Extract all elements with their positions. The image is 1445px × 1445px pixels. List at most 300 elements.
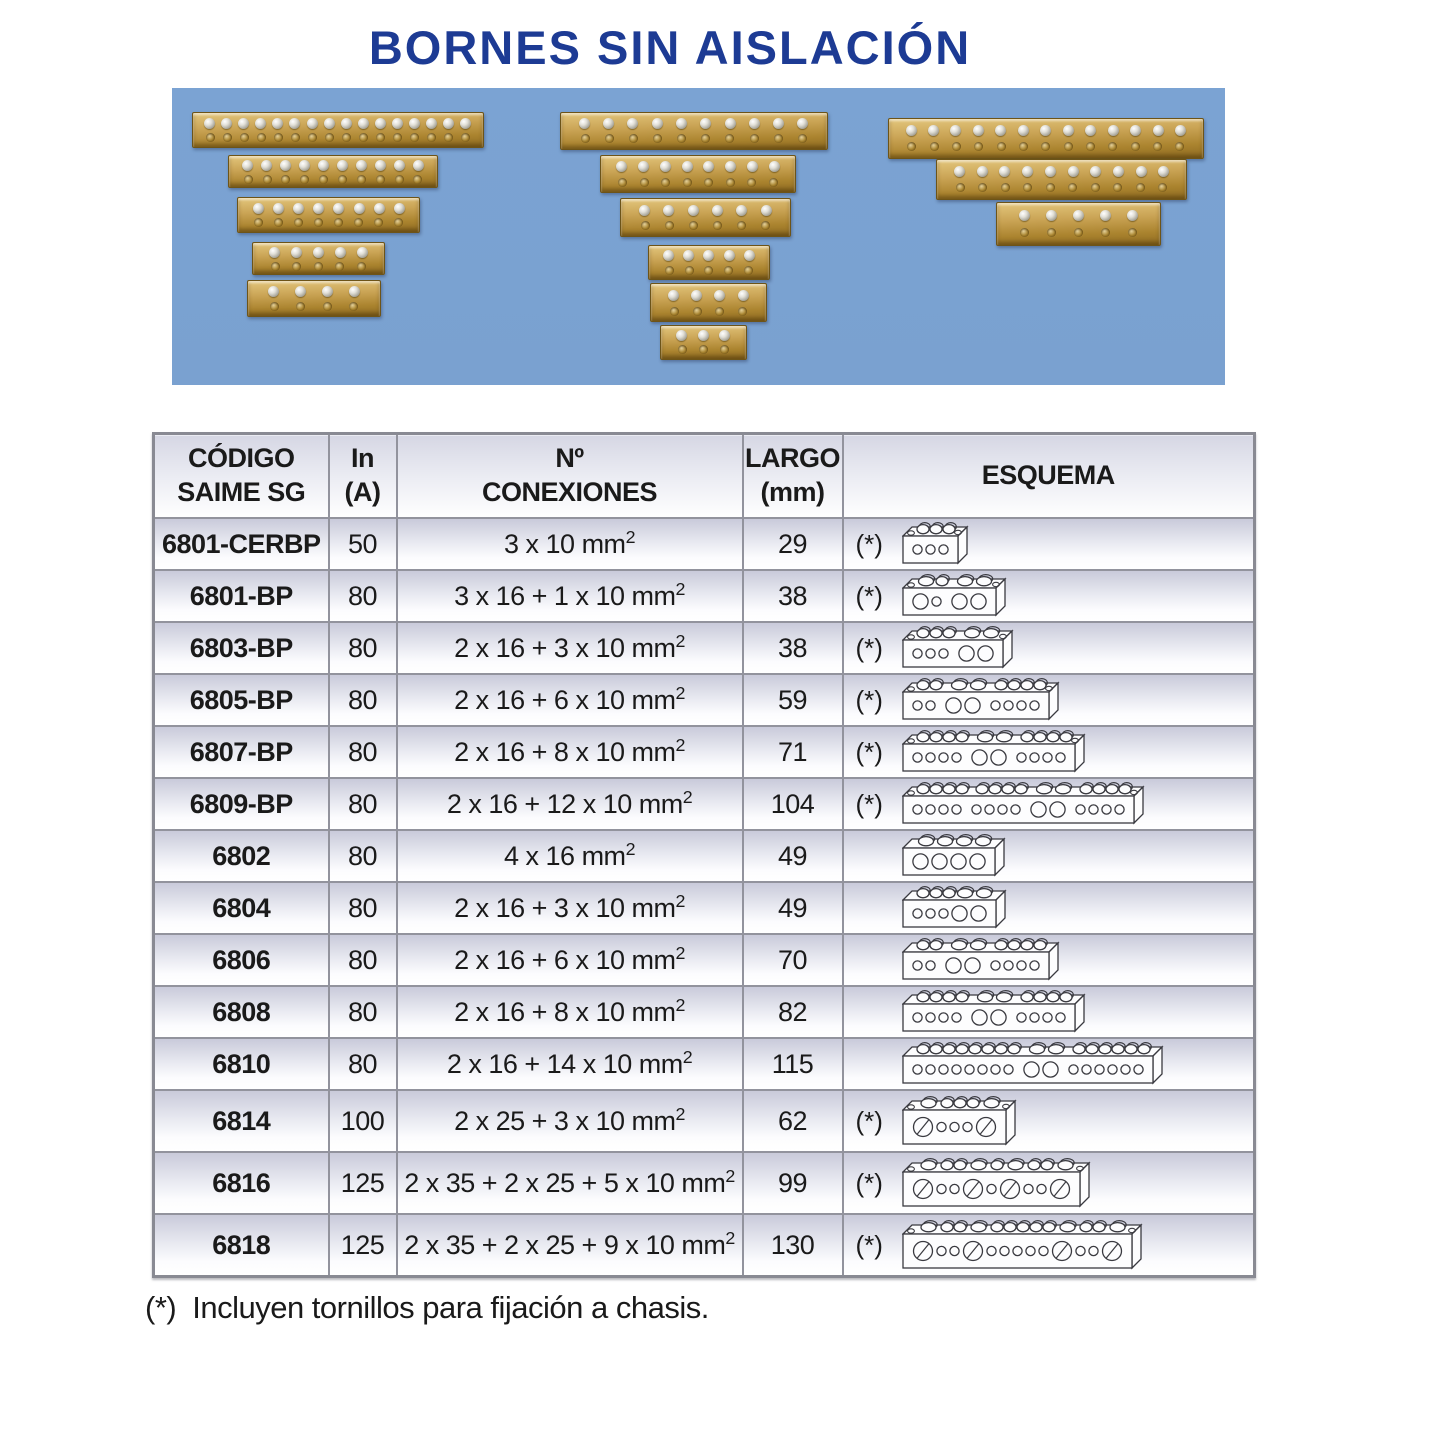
wire-hole-icon <box>997 142 1006 151</box>
esquema-drawing <box>902 1220 1145 1271</box>
screw-head-icon <box>295 286 306 297</box>
cell-codigo: 6801-BP <box>154 570 329 622</box>
cell-esquema <box>843 1214 1255 1277</box>
cell-codigo: 6809-BP <box>154 778 329 830</box>
wire-hole-icon <box>1074 228 1083 237</box>
parts-table <box>152 432 1256 1278</box>
screw-head-icon <box>375 160 386 171</box>
screw-head-icon <box>313 203 324 214</box>
wire-hole-icon <box>699 345 708 354</box>
screw-head-icon <box>749 118 760 129</box>
wire-hole-icon <box>274 133 283 142</box>
cell-conexiones: 2 x 25 + 3 x 10 $mm^2$ <box>397 1090 743 1152</box>
wire-hole-icon <box>308 133 317 142</box>
superscript-2: 2 <box>675 682 685 703</box>
screw-head-icon <box>683 250 694 261</box>
cell-codigo: 6808 <box>154 986 329 1038</box>
terminal-bar-photo-4 <box>247 280 382 318</box>
esquema-content <box>844 1096 1254 1147</box>
cell-esquema <box>843 830 1255 882</box>
screw-head-icon <box>1018 125 1029 136</box>
screw-row <box>649 266 769 275</box>
wire-hole-icon <box>354 218 363 227</box>
screw-head-icon <box>906 125 917 136</box>
esquema-drawing <box>902 574 1009 618</box>
wire-hole-icon <box>359 133 368 142</box>
wire-hole-icon <box>713 221 722 230</box>
page-title: BORNES SIN AISLACIÓN <box>368 21 972 74</box>
screw-head-icon <box>703 161 714 172</box>
wire-hole-icon <box>798 134 807 143</box>
screw-head-icon <box>725 118 736 129</box>
screw-head-icon <box>307 118 318 129</box>
screw-head-icon <box>299 160 310 171</box>
wire-hole-icon <box>693 307 702 316</box>
screw-row <box>621 205 791 216</box>
terminal-bar-photo-0 <box>192 112 484 148</box>
screw-row <box>253 262 384 271</box>
wire-hole-icon <box>761 221 770 230</box>
terminal-bar-photo-8 <box>648 245 770 280</box>
screw-head-icon <box>374 203 385 214</box>
cell-in-a: 80 <box>329 882 397 934</box>
screw-head-icon <box>375 118 386 129</box>
cell-codigo: 6816 <box>154 1152 329 1214</box>
cell-in-a: 100 <box>329 1090 397 1152</box>
cell-codigo: 6804 <box>154 882 329 934</box>
cell-conexiones: 2 x 16 + 14 x 10 $mm^2$ <box>397 1038 743 1090</box>
superscript-2: 2 <box>682 1046 693 1067</box>
screw-row <box>601 178 796 187</box>
esquema-drawing <box>902 678 1062 722</box>
screw-head-icon <box>691 290 702 301</box>
wire-hole-icon <box>1131 142 1140 151</box>
esquema-content <box>844 834 1254 878</box>
screw-head-icon <box>668 290 679 301</box>
esquema-content <box>844 626 1254 670</box>
wire-hole-icon <box>357 175 366 184</box>
cell-codigo: 6818 <box>154 1214 329 1277</box>
wire-hole-icon <box>774 134 783 143</box>
wire-hole-icon <box>974 142 983 151</box>
terminal-bar-photo-1 <box>228 155 438 188</box>
table-row-6803-BP <box>154 622 1255 674</box>
star-marker: (*) <box>855 788 883 819</box>
screw-head-icon <box>1158 166 1169 177</box>
cell-esquema <box>843 986 1255 1038</box>
table-row-6814 <box>154 1090 1255 1152</box>
screw-head-icon <box>747 161 758 172</box>
wire-hole-icon <box>640 178 649 187</box>
esquema-content <box>844 574 1254 618</box>
wire-hole-icon <box>274 218 283 227</box>
wire-hole-icon <box>665 266 674 275</box>
screw-head-icon <box>660 161 671 172</box>
screw-head-icon <box>1175 125 1186 136</box>
superscript-2: 2 <box>675 734 685 755</box>
wire-hole-icon <box>314 218 323 227</box>
screw-head-icon <box>1090 166 1101 177</box>
cell-largo: 49 <box>743 830 843 882</box>
screw-row <box>229 160 437 171</box>
header-line2: (mm) <box>760 477 825 507</box>
wire-hole-icon <box>747 178 756 187</box>
screw-row <box>561 134 827 143</box>
esquema-content <box>844 678 1254 722</box>
screw-head-icon <box>736 205 747 216</box>
screw-head-icon <box>269 247 280 258</box>
wire-hole-icon <box>737 221 746 230</box>
screw-head-icon <box>443 118 454 129</box>
esquema-drawing <box>902 990 1088 1034</box>
wire-hole-icon <box>1046 183 1055 192</box>
screw-head-icon <box>724 250 735 261</box>
wire-hole-icon <box>725 134 734 143</box>
star-marker: (*) <box>855 684 883 715</box>
wire-hole-icon <box>661 178 670 187</box>
screw-head-icon <box>324 118 335 129</box>
screw-row <box>651 307 766 316</box>
wire-hole-icon <box>1086 142 1095 151</box>
screw-head-icon <box>928 125 939 136</box>
header-line1: CÓDIGO <box>187 443 295 474</box>
terminal-bar-photo-9 <box>650 283 767 322</box>
wire-hole-icon <box>956 183 965 192</box>
screw-head-icon <box>712 205 723 216</box>
wire-hole-icon <box>281 175 290 184</box>
star-marker: (*) <box>855 1167 883 1198</box>
wire-hole-icon <box>376 133 385 142</box>
wire-hole-icon <box>393 133 402 142</box>
header-cell-codigo <box>154 434 329 519</box>
screw-head-icon <box>394 160 405 171</box>
esquema-drawing <box>902 834 1008 878</box>
cell-codigo: 6801-CERBP <box>154 518 329 570</box>
screw-row <box>253 247 384 258</box>
star-marker: (*) <box>855 1105 883 1136</box>
screw-head-icon <box>1127 210 1138 221</box>
screw-head-icon <box>409 118 420 129</box>
cell-codigo: 6806 <box>154 934 329 986</box>
cell-esquema <box>843 882 1255 934</box>
screw-head-icon <box>1100 210 1111 221</box>
wire-hole-icon <box>618 178 627 187</box>
screw-head-icon <box>1136 166 1147 177</box>
screw-head-icon <box>676 118 687 129</box>
cell-codigo: 6807-BP <box>154 726 329 778</box>
screw-head-icon <box>204 118 215 129</box>
wire-hole-icon <box>223 133 232 142</box>
esquema-drawing <box>902 938 1062 982</box>
wire-hole-icon <box>461 133 470 142</box>
screw-head-icon <box>1022 166 1033 177</box>
screw-head-icon <box>719 330 730 341</box>
screw-row <box>937 166 1186 177</box>
wire-hole-icon <box>720 345 729 354</box>
wire-hole-icon <box>677 134 686 143</box>
header-cell-esquema <box>843 434 1255 519</box>
wire-hole-icon <box>314 262 323 271</box>
cell-conexiones: 2 x 16 + 8 x 10 $mm^2$ <box>397 726 743 778</box>
esquema-content <box>844 1042 1254 1086</box>
screw-head-icon <box>318 160 329 171</box>
screw-head-icon <box>335 247 346 258</box>
cell-largo: 62 <box>743 1090 843 1152</box>
screw-head-icon <box>652 118 663 129</box>
screw-row <box>937 183 1186 192</box>
header-line1: LARGO <box>745 443 840 474</box>
screw-head-icon <box>291 247 302 258</box>
screw-head-icon <box>1019 210 1030 221</box>
header-line2: CONEXIONES <box>481 477 658 507</box>
screw-head-icon <box>663 205 674 216</box>
screw-row <box>193 133 483 142</box>
wire-hole-icon <box>427 133 436 142</box>
screw-head-icon <box>973 125 984 136</box>
screw-head-icon <box>797 118 808 129</box>
cell-in-a: 125 <box>329 1214 397 1277</box>
screw-head-icon <box>700 118 711 129</box>
wire-hole-icon <box>1136 183 1145 192</box>
cell-conexiones: 2 x 16 + 6 x 10 $mm^2$ <box>397 674 743 726</box>
screw-head-icon <box>354 203 365 214</box>
esquema-content <box>844 782 1254 826</box>
wire-hole-icon <box>978 183 987 192</box>
wire-hole-icon <box>1091 183 1100 192</box>
screw-head-icon <box>995 125 1006 136</box>
screw-head-icon <box>616 161 627 172</box>
footnote-asterisk-marker: (*) <box>145 1290 177 1325</box>
wire-hole-icon <box>670 307 679 316</box>
screw-head-icon <box>725 161 736 172</box>
screw-head-icon <box>703 250 714 261</box>
screw-head-icon <box>242 160 253 171</box>
screw-row <box>601 161 796 172</box>
screw-head-icon <box>1085 125 1096 136</box>
wire-hole-icon <box>629 134 638 143</box>
screw-head-icon <box>769 161 780 172</box>
screw-head-icon <box>1130 125 1141 136</box>
screw-head-icon <box>638 161 649 172</box>
wire-hole-icon <box>1153 142 1162 151</box>
esquema-drawing <box>902 886 1009 930</box>
cell-esquema <box>843 726 1255 778</box>
screw-head-icon <box>627 118 638 129</box>
cell-conexiones: 2 x 16 + 8 x 10 $mm^2$ <box>397 986 743 1038</box>
parts-table-wrapper <box>152 432 1253 1278</box>
cell-conexiones: 2 x 16 + 12 x 10 $mm^2$ <box>397 778 743 830</box>
esquema-content <box>844 1158 1254 1209</box>
superscript-2: 2 <box>675 994 685 1015</box>
screw-head-icon <box>1046 210 1057 221</box>
screw-row <box>997 228 1159 237</box>
wire-hole-icon <box>257 133 266 142</box>
table-row-6816 <box>154 1152 1255 1214</box>
esquema-drawing <box>902 782 1147 826</box>
screw-head-icon <box>579 118 590 129</box>
screw-head-icon <box>1108 125 1119 136</box>
wire-hole-icon <box>325 133 334 142</box>
screw-head-icon <box>221 118 232 129</box>
wire-hole-icon <box>683 178 692 187</box>
wire-hole-icon <box>444 133 453 142</box>
star-marker: (*) <box>855 736 883 767</box>
wire-hole-icon <box>907 142 916 151</box>
screw-head-icon <box>357 247 368 258</box>
terminal-bar-photo-2 <box>237 197 420 233</box>
superscript-2: 2 <box>682 786 693 807</box>
screw-head-icon <box>273 203 284 214</box>
screw-row <box>621 221 791 230</box>
cell-codigo: 6803-BP <box>154 622 329 674</box>
product-photo <box>172 88 1225 385</box>
screw-row <box>248 286 381 297</box>
wire-hole-icon <box>738 307 747 316</box>
terminal-bar-photo-7 <box>620 198 792 237</box>
table-row-6802 <box>154 830 1255 882</box>
wire-hole-icon <box>376 175 385 184</box>
screw-row <box>193 118 483 129</box>
screw-head-icon <box>698 330 709 341</box>
wire-hole-icon <box>374 218 383 227</box>
table-row-6801-CERBP <box>154 518 1255 570</box>
screw-head-icon <box>272 118 283 129</box>
terminal-bar-photo-6 <box>600 155 797 193</box>
wire-hole-icon <box>726 178 735 187</box>
screw-head-icon <box>714 290 725 301</box>
wire-hole-icon <box>271 262 280 271</box>
wire-hole-icon <box>1175 142 1184 151</box>
screw-row <box>651 290 766 301</box>
screw-head-icon <box>268 286 279 297</box>
wire-hole-icon <box>1128 228 1137 237</box>
screw-head-icon <box>394 203 405 214</box>
cell-largo: 29 <box>743 518 843 570</box>
wire-hole-icon <box>715 307 724 316</box>
cell-codigo: 6810 <box>154 1038 329 1090</box>
wire-hole-icon <box>1019 142 1028 151</box>
screw-row <box>889 142 1203 151</box>
table-row-6818 <box>154 1214 1255 1277</box>
superscript-2: 2 <box>725 1227 735 1248</box>
wire-hole-icon <box>240 133 249 142</box>
table-row-6808 <box>154 986 1255 1038</box>
screw-head-icon <box>322 286 333 297</box>
cell-largo: 115 <box>743 1038 843 1090</box>
cell-esquema <box>843 1090 1255 1152</box>
wire-hole-icon <box>678 345 687 354</box>
wire-hole-icon <box>1047 228 1056 237</box>
screw-head-icon <box>1073 210 1084 221</box>
cell-in-a: 125 <box>329 1152 397 1214</box>
screw-row <box>649 250 769 261</box>
superscript-2: 2 <box>675 578 685 599</box>
esquema-drawing <box>902 1096 1019 1147</box>
superscript-2: 2 <box>675 890 685 911</box>
table-row-6810 <box>154 1038 1255 1090</box>
cell-esquema <box>843 934 1255 986</box>
wire-hole-icon <box>1023 183 1032 192</box>
cell-codigo: 6814 <box>154 1090 329 1152</box>
screw-head-icon <box>738 290 749 301</box>
cell-conexiones: 2 x 35 + 2 x 25 + 9 x 10 $mm^2$ <box>397 1214 743 1277</box>
screw-head-icon <box>977 166 988 177</box>
cell-largo: 82 <box>743 986 843 1038</box>
wire-hole-icon <box>581 134 590 143</box>
terminal-bar-photo-11 <box>888 118 1204 159</box>
screw-head-icon <box>639 205 650 216</box>
screw-head-icon <box>1153 125 1164 136</box>
header-cell-largo <box>743 434 843 519</box>
wire-hole-icon <box>342 133 351 142</box>
header-cell-conexiones <box>397 434 743 519</box>
esquema-drawing <box>902 522 971 566</box>
cell-esquema <box>843 1152 1255 1214</box>
esquema-content <box>844 522 1254 566</box>
wire-hole-icon <box>689 221 698 230</box>
cell-conexiones: 2 x 16 + 3 x 10 $mm^2$ <box>397 882 743 934</box>
wire-hole-icon <box>750 134 759 143</box>
cell-conexiones: 3 x 10 $mm^2$ <box>397 518 743 570</box>
wire-hole-icon <box>291 133 300 142</box>
cell-esquema <box>843 518 1255 570</box>
cell-largo: 59 <box>743 674 843 726</box>
cell-esquema <box>843 778 1255 830</box>
footnote <box>145 1290 709 1326</box>
cell-conexiones: 3 x 16 + 1 x 10 $mm^2$ <box>397 570 743 622</box>
screw-head-icon <box>289 118 300 129</box>
cell-largo: 130 <box>743 1214 843 1277</box>
header-line1: ESQUEMA <box>981 460 1115 491</box>
header-line1: Nº <box>555 443 584 474</box>
star-marker: (*) <box>855 528 883 559</box>
screw-head-icon <box>238 118 249 129</box>
star-marker: (*) <box>855 632 883 663</box>
cell-conexiones: 2 x 35 + 2 x 25 + 5 x 10 $mm^2$ <box>397 1152 743 1214</box>
cell-conexiones: 2 x 16 + 3 x 10 $mm^2$ <box>397 622 743 674</box>
wire-hole-icon <box>254 218 263 227</box>
esquema-content <box>844 1220 1254 1271</box>
table-row-6804 <box>154 882 1255 934</box>
wire-hole-icon <box>244 175 253 184</box>
wire-hole-icon <box>605 134 614 143</box>
cell-conexiones: 4 x 16 $mm^2$ <box>397 830 743 882</box>
table-row-6806 <box>154 934 1255 986</box>
screw-head-icon <box>253 203 264 214</box>
screw-head-icon <box>261 160 272 171</box>
screw-head-icon <box>337 160 348 171</box>
cell-in-a: 80 <box>329 934 397 986</box>
cell-esquema <box>843 674 1255 726</box>
table-row-6801-BP <box>154 570 1255 622</box>
superscript-2: 2 <box>675 1103 685 1124</box>
cell-codigo: 6805-BP <box>154 674 329 726</box>
wire-hole-icon <box>300 175 309 184</box>
screw-head-icon <box>676 330 687 341</box>
screw-head-icon <box>413 160 424 171</box>
terminal-bar-photo-3 <box>252 242 385 275</box>
wire-hole-icon <box>410 133 419 142</box>
screw-head-icon <box>954 166 965 177</box>
wire-hole-icon <box>1064 142 1073 151</box>
cell-in-a: 80 <box>329 674 397 726</box>
wire-hole-icon <box>349 302 358 311</box>
screw-row <box>997 210 1159 221</box>
screw-head-icon <box>1045 166 1056 177</box>
wire-hole-icon <box>335 262 344 271</box>
screw-head-icon <box>460 118 471 129</box>
wire-hole-icon <box>744 266 753 275</box>
